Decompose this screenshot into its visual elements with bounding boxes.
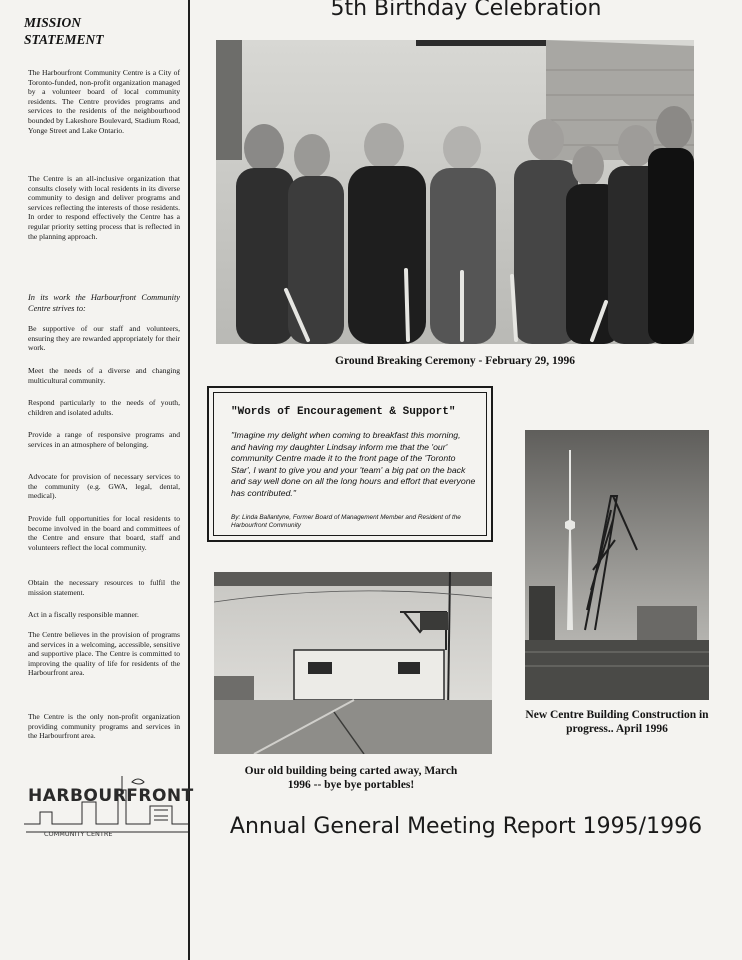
page-title: 5th Birthday Celebration	[330, 0, 602, 21]
groundbreaking-photo	[216, 40, 694, 344]
groundbreaking-caption: Ground Breaking Ceremony - February 29, 1996	[335, 355, 575, 367]
quote-attribution: By: Linda Ballantyne, Former Board of Management Member and Resident of the Harbourfront Community	[231, 514, 461, 529]
construction-photo	[525, 430, 709, 700]
mission-intro: In its work the Harbourfront Community Centre strives to:	[28, 293, 180, 313]
logo-subtext: COMMUNITY CENTRE	[44, 830, 113, 838]
report-footer-title: Annual General Meeting Report 1995/1996	[229, 814, 703, 839]
mission-item: Provide a range of responsive programs and services in an atmosphere of belonging.	[28, 430, 180, 449]
mission-paragraph: The Harbourfront Community Centre is a City of Toronto-funded, non-profit organization managed by a volunteer board of local community residents. The Centre provides programs and services to the residents of the neighbourhood bounded by Lakeshore Boulevard, Stadium Road, Yonge Street and Lake Ontario.	[28, 68, 180, 135]
logo-wordmark: HARBOURFRONT	[28, 786, 194, 806]
mission-statement-title: MISSION STATEMENT	[24, 15, 104, 47]
mission-item: Be supportive of our staff and volunteers, ensuring they are rewarded appropriately for their work.	[28, 324, 180, 353]
mission-item: Respond particularly to the needs of youth, children and isolated adults.	[28, 398, 180, 417]
old-building-caption: Our old building being carted away, March 1996 -- bye bye portables!	[244, 765, 458, 791]
quote-body: "Imagine my delight when coming to breakfast this morning, and having my daughter Lindsay inform me that the 'our' community Centre made it to the front page of the 'Toronto Star', I want to give you and your 'team' a big pat on the back and say well done on all the long hours and effort that everyone has contributed."	[231, 430, 476, 498]
mission-item: Advocate for provision of necessary services to the community (e.g. GWA, legal, dental, medical).	[28, 472, 180, 501]
mission-item: Meet the needs of a diverse and changing multicultural community.	[28, 366, 180, 385]
mission-item: Provide full opportunities for local residents to become involved in the board and committees of the Centre and ensure that board, staff and volunteers reflect the local community.	[28, 514, 180, 552]
old-building-photo	[214, 572, 492, 754]
quote-box	[207, 386, 493, 542]
mission-item: The Centre believes in the provision of programs and services in a welcoming, accessible, sensitive and supportive place. The Centre is committed to improving the quality of life for residents of the Harbourfront area.	[28, 630, 180, 678]
mission-item: Obtain the necessary resources to fulfil the mission statement.	[28, 578, 180, 597]
mission-item: The Centre is the only non-profit organization providing community programs and services in the Harbourfront area.	[28, 712, 180, 741]
quote-heading: "Words of Encouragement & Support"	[231, 406, 456, 418]
construction-caption: New Centre Building Construction in progress.. April 1996	[525, 709, 709, 735]
mission-item: Act in a fiscally responsible manner.	[28, 610, 139, 619]
mission-paragraph: The Centre is an all-inclusive organization that consults closely with local residents in its diverse community to design and deliver programs and services reflecting the interests of those residents. In order to respond effectively the Centre has a regular priority setting process that is reflected in the planning approach.	[28, 174, 180, 241]
